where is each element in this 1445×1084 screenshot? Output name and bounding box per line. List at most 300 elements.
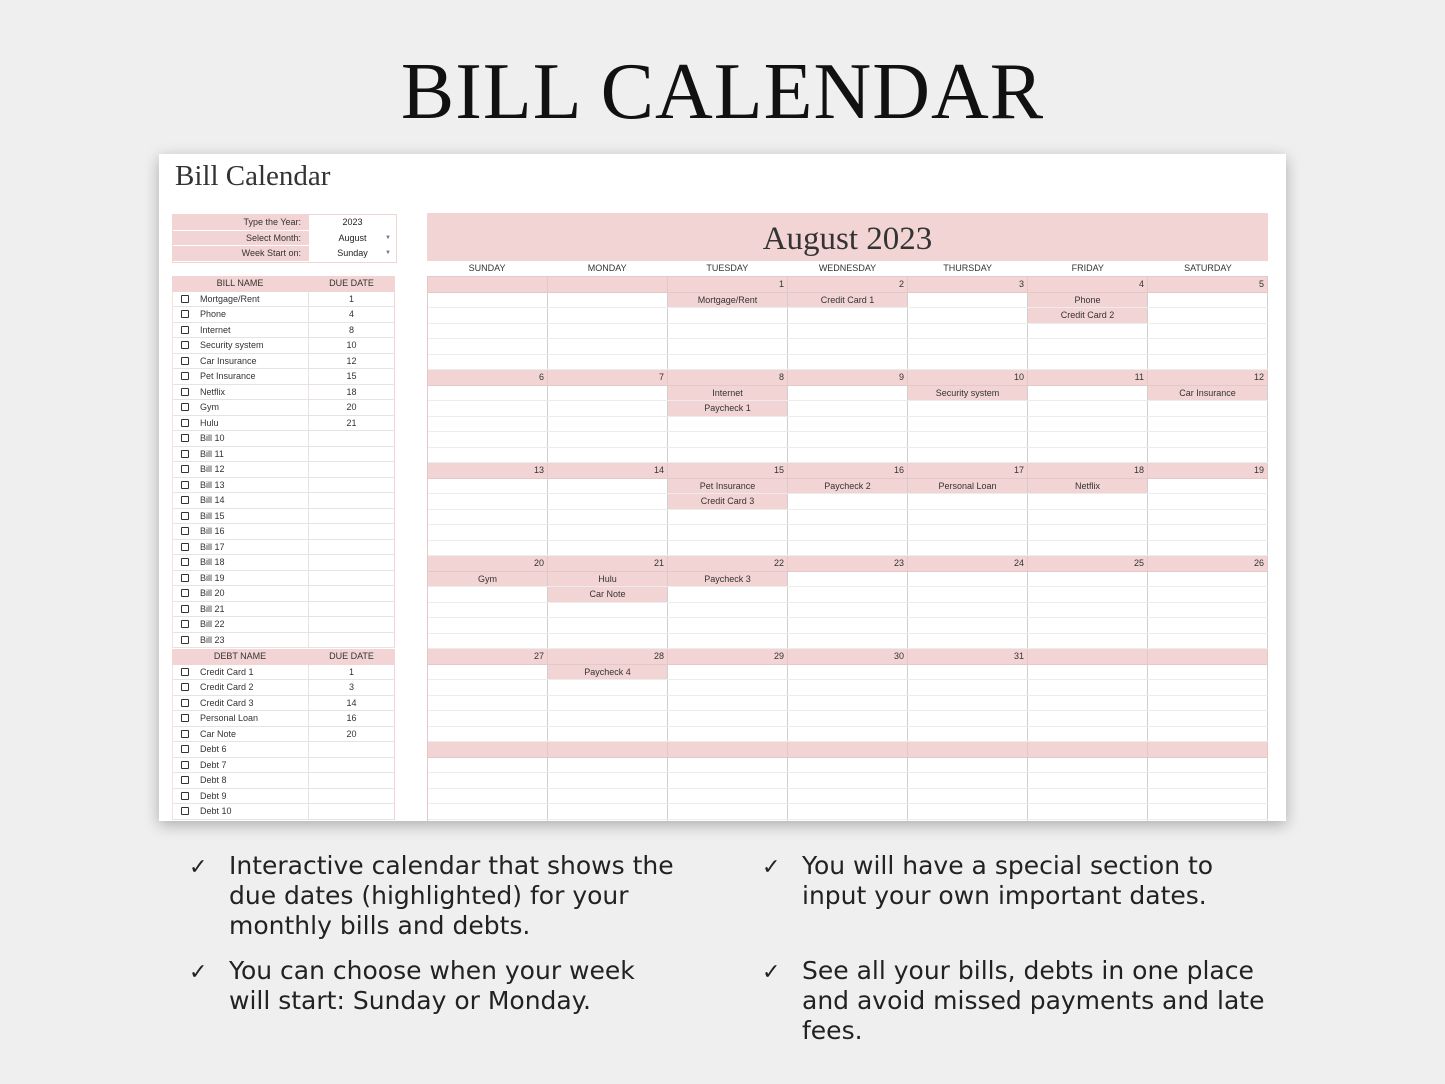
checkbox[interactable] (173, 571, 197, 586)
event-cell[interactable]: Security system (908, 386, 1028, 401)
event-cell[interactable]: Internet (668, 386, 788, 401)
event-cell[interactable] (1028, 618, 1148, 633)
checkbox-box-icon[interactable] (181, 419, 189, 427)
event-cell[interactable] (548, 401, 668, 416)
event-cell[interactable] (1148, 432, 1268, 447)
checkbox-box-icon[interactable] (181, 558, 189, 566)
item-name-cell[interactable]: Phone (197, 307, 309, 322)
event-cell[interactable]: Mortgage/Rent (668, 293, 788, 308)
checkbox[interactable] (173, 338, 197, 353)
event-cell[interactable] (1028, 711, 1148, 726)
event-cell[interactable] (548, 355, 668, 370)
event-cell[interactable] (428, 293, 548, 308)
checkbox[interactable] (173, 354, 197, 369)
event-cell[interactable] (788, 308, 908, 323)
event-cell[interactable] (908, 711, 1028, 726)
checkbox-box-icon[interactable] (181, 527, 189, 535)
event-cell[interactable] (668, 820, 788, 822)
checkbox-box-icon[interactable] (181, 295, 189, 303)
event-cell[interactable] (548, 696, 668, 711)
event-cell[interactable]: Car Insurance (1148, 386, 1268, 401)
event-cell[interactable] (428, 494, 548, 509)
event-cell[interactable] (668, 525, 788, 540)
event-cell[interactable] (788, 727, 908, 742)
event-cell[interactable] (788, 603, 908, 618)
event-cell[interactable] (428, 634, 548, 649)
item-due-cell[interactable] (309, 571, 394, 586)
item-name-cell[interactable]: Bill 12 (197, 462, 309, 477)
checkbox[interactable] (173, 292, 197, 307)
event-cell[interactable] (1148, 494, 1268, 509)
item-name-cell[interactable]: Gym (197, 400, 309, 415)
event-cell[interactable]: Paycheck 3 (668, 572, 788, 587)
event-cell[interactable] (548, 789, 668, 804)
event-cell[interactable] (428, 355, 548, 370)
event-cell[interactable] (1148, 324, 1268, 339)
event-cell[interactable] (668, 417, 788, 432)
event-cell[interactable] (1148, 603, 1268, 618)
event-cell[interactable]: Credit Card 2 (1028, 308, 1148, 323)
event-cell[interactable] (908, 680, 1028, 695)
checkbox-box-icon[interactable] (181, 761, 189, 769)
checkbox-box-icon[interactable] (181, 714, 189, 722)
event-cell[interactable] (428, 479, 548, 494)
checkbox[interactable] (173, 462, 197, 477)
event-cell[interactable] (908, 572, 1028, 587)
event-cell[interactable] (428, 510, 548, 525)
item-due-cell[interactable] (309, 789, 394, 804)
item-due-cell[interactable]: 18 (346, 386, 357, 397)
event-cell[interactable] (1148, 618, 1268, 633)
event-cell[interactable]: Netflix (1028, 479, 1148, 494)
checkbox-box-icon[interactable] (181, 434, 189, 442)
item-due-cell[interactable]: 8 (348, 324, 354, 335)
event-cell[interactable] (1148, 773, 1268, 788)
setting-input[interactable] (309, 215, 396, 230)
checkbox[interactable] (173, 711, 197, 726)
item-due-cell[interactable] (309, 773, 394, 788)
event-cell[interactable] (1028, 820, 1148, 822)
event-cell[interactable] (548, 479, 668, 494)
event-cell[interactable] (668, 324, 788, 339)
event-cell[interactable] (548, 758, 668, 773)
event-cell[interactable] (1148, 572, 1268, 587)
checkbox-box-icon[interactable] (181, 745, 189, 753)
event-cell[interactable] (788, 804, 908, 819)
checkbox-box-icon[interactable] (181, 683, 189, 691)
setting-dropdown[interactable] (309, 231, 396, 246)
event-cell[interactable] (668, 758, 788, 773)
item-due-cell[interactable]: 10 (346, 340, 357, 350)
item-due-cell[interactable]: 1 (348, 293, 354, 304)
event-cell[interactable]: Gym (428, 572, 548, 587)
event-cell[interactable] (1028, 525, 1148, 540)
event-cell[interactable] (668, 510, 788, 525)
item-name-cell[interactable]: Bill 17 (197, 540, 309, 555)
event-cell[interactable] (908, 355, 1028, 370)
item-due-cell[interactable] (309, 742, 394, 757)
event-cell[interactable] (548, 773, 668, 788)
item-due-cell[interactable] (309, 633, 394, 648)
event-cell[interactable] (908, 448, 1028, 463)
event-cell[interactable] (1028, 634, 1148, 649)
event-cell[interactable] (668, 448, 788, 463)
checkbox[interactable] (173, 431, 197, 446)
checkbox-box-icon[interactable] (181, 341, 189, 349)
event-cell[interactable] (908, 820, 1028, 822)
checkbox[interactable] (173, 742, 197, 757)
checkbox-box-icon[interactable] (181, 730, 189, 738)
event-cell[interactable] (548, 417, 668, 432)
event-cell[interactable] (548, 618, 668, 633)
event-cell[interactable]: Credit Card 1 (788, 293, 908, 308)
event-cell[interactable] (668, 339, 788, 354)
event-cell[interactable] (1028, 494, 1148, 509)
checkbox[interactable] (173, 524, 197, 539)
event-cell[interactable] (548, 308, 668, 323)
event-cell[interactable] (1148, 417, 1268, 432)
event-cell[interactable] (668, 634, 788, 649)
event-cell[interactable] (428, 789, 548, 804)
checkbox-box-icon[interactable] (181, 807, 189, 815)
checkbox[interactable] (173, 680, 197, 695)
event-cell[interactable] (548, 324, 668, 339)
event-cell[interactable]: Personal Loan (908, 479, 1028, 494)
event-cell[interactable] (788, 773, 908, 788)
item-name-cell[interactable]: Debt 8 (197, 773, 309, 788)
checkbox-box-icon[interactable] (181, 403, 189, 411)
item-name-cell[interactable]: Bill 13 (197, 478, 309, 493)
item-name-cell[interactable]: Bill 23 (197, 633, 309, 648)
checkbox-box-icon[interactable] (181, 792, 189, 800)
event-cell[interactable] (1028, 727, 1148, 742)
event-cell[interactable] (1148, 525, 1268, 540)
event-cell[interactable] (428, 680, 548, 695)
event-cell[interactable] (908, 541, 1028, 556)
item-due-cell[interactable] (309, 555, 394, 570)
event-cell[interactable] (1028, 324, 1148, 339)
checkbox-box-icon[interactable] (181, 605, 189, 613)
event-cell[interactable] (548, 727, 668, 742)
event-cell[interactable] (1028, 789, 1148, 804)
item-due-cell[interactable]: 3 (348, 682, 354, 692)
item-due-cell[interactable]: 20 (346, 402, 357, 412)
checkbox[interactable] (173, 773, 197, 788)
event-cell[interactable] (548, 634, 668, 649)
checkbox[interactable] (173, 789, 197, 804)
event-cell[interactable] (428, 308, 548, 323)
checkbox-box-icon[interactable] (181, 465, 189, 473)
item-due-cell[interactable] (309, 804, 394, 819)
event-cell[interactable] (428, 339, 548, 354)
event-cell[interactable] (788, 525, 908, 540)
event-cell[interactable] (548, 804, 668, 819)
checkbox-box-icon[interactable] (181, 450, 189, 458)
event-cell[interactable] (788, 587, 908, 602)
checkbox-box-icon[interactable] (181, 589, 189, 597)
event-cell[interactable] (908, 525, 1028, 540)
event-cell[interactable] (548, 339, 668, 354)
item-name-cell[interactable]: Security system (197, 338, 309, 353)
event-cell[interactable] (908, 293, 1028, 308)
item-due-cell[interactable]: 21 (346, 417, 357, 428)
event-cell[interactable] (1148, 541, 1268, 556)
checkbox[interactable] (173, 665, 197, 680)
item-name-cell[interactable]: Debt 6 (197, 742, 309, 757)
event-cell[interactable] (908, 324, 1028, 339)
event-cell[interactable] (1028, 339, 1148, 354)
checkbox[interactable] (173, 478, 197, 493)
checkbox-box-icon[interactable] (181, 574, 189, 582)
event-cell[interactable] (908, 618, 1028, 633)
event-cell[interactable] (428, 541, 548, 556)
item-name-cell[interactable]: Mortgage/Rent (197, 292, 309, 307)
item-name-cell[interactable]: Personal Loan (197, 711, 309, 726)
checkbox[interactable] (173, 447, 197, 462)
event-cell[interactable] (1148, 804, 1268, 819)
checkbox[interactable] (173, 602, 197, 617)
item-name-cell[interactable]: Credit Card 2 (197, 680, 309, 695)
checkbox[interactable] (173, 509, 197, 524)
checkbox-box-icon[interactable] (181, 357, 189, 365)
event-cell[interactable] (548, 448, 668, 463)
item-due-cell[interactable]: 14 (346, 697, 357, 708)
event-cell[interactable]: Paycheck 2 (788, 479, 908, 494)
item-due-cell[interactable] (309, 602, 394, 617)
event-cell[interactable] (1148, 665, 1268, 680)
event-cell[interactable] (668, 308, 788, 323)
event-cell[interactable] (1148, 696, 1268, 711)
event-cell[interactable] (1028, 386, 1148, 401)
event-cell[interactable] (908, 339, 1028, 354)
event-cell[interactable] (788, 355, 908, 370)
item-due-cell[interactable] (309, 540, 394, 555)
event-cell[interactable] (1148, 680, 1268, 695)
event-cell[interactable] (1148, 308, 1268, 323)
event-cell[interactable] (1028, 541, 1148, 556)
event-cell[interactable] (548, 494, 668, 509)
event-cell[interactable] (1028, 417, 1148, 432)
event-cell[interactable] (668, 432, 788, 447)
event-cell[interactable] (1028, 603, 1148, 618)
event-cell[interactable] (668, 587, 788, 602)
item-due-cell[interactable] (309, 524, 394, 539)
event-cell[interactable] (668, 680, 788, 695)
event-cell[interactable] (1148, 758, 1268, 773)
event-cell[interactable] (1148, 293, 1268, 308)
item-name-cell[interactable]: Bill 16 (197, 524, 309, 539)
event-cell[interactable] (428, 401, 548, 416)
event-cell[interactable] (788, 324, 908, 339)
event-cell[interactable] (1028, 665, 1148, 680)
event-cell[interactable] (668, 603, 788, 618)
event-cell[interactable] (1148, 587, 1268, 602)
event-cell[interactable]: Credit Card 3 (668, 494, 788, 509)
item-due-cell[interactable]: 16 (346, 713, 357, 723)
event-cell[interactable] (428, 324, 548, 339)
event-cell[interactable] (668, 773, 788, 788)
checkbox[interactable] (173, 416, 197, 431)
checkbox[interactable] (173, 555, 197, 570)
event-cell[interactable] (788, 820, 908, 822)
checkbox[interactable] (173, 804, 197, 819)
event-cell[interactable] (1028, 758, 1148, 773)
event-cell[interactable] (1028, 587, 1148, 602)
item-name-cell[interactable]: Internet (197, 323, 309, 338)
checkbox-box-icon[interactable] (181, 776, 189, 784)
event-cell[interactable] (548, 820, 668, 822)
checkbox[interactable] (173, 307, 197, 322)
item-due-cell[interactable] (309, 462, 394, 477)
event-cell[interactable] (428, 525, 548, 540)
item-name-cell[interactable]: Credit Card 1 (197, 665, 309, 680)
event-cell[interactable] (788, 711, 908, 726)
event-cell[interactable] (788, 510, 908, 525)
item-name-cell[interactable]: Debt 9 (197, 789, 309, 804)
event-cell[interactable] (1028, 773, 1148, 788)
event-cell[interactable] (1028, 401, 1148, 416)
item-due-cell[interactable] (309, 617, 394, 632)
event-cell[interactable] (1028, 448, 1148, 463)
event-cell[interactable] (428, 417, 548, 432)
checkbox-box-icon[interactable] (181, 543, 189, 551)
event-cell[interactable]: Car Note (548, 587, 668, 602)
event-cell[interactable] (788, 339, 908, 354)
checkbox[interactable] (173, 493, 197, 508)
event-cell[interactable] (1028, 696, 1148, 711)
event-cell[interactable] (1028, 572, 1148, 587)
event-cell[interactable] (548, 293, 668, 308)
event-cell[interactable] (908, 401, 1028, 416)
event-cell[interactable] (908, 696, 1028, 711)
item-name-cell[interactable]: Bill 21 (197, 602, 309, 617)
event-cell[interactable] (788, 618, 908, 633)
event-cell[interactable] (788, 401, 908, 416)
event-cell[interactable]: Paycheck 4 (548, 665, 668, 680)
event-cell[interactable] (428, 820, 548, 822)
dropdown-caret-icon[interactable]: ▼ (385, 234, 391, 241)
item-name-cell[interactable]: Debt 7 (197, 758, 309, 773)
event-cell[interactable] (428, 618, 548, 633)
event-cell[interactable] (428, 448, 548, 463)
checkbox-box-icon[interactable] (181, 326, 189, 334)
checkbox-box-icon[interactable] (181, 310, 189, 318)
event-cell[interactable] (548, 525, 668, 540)
event-cell[interactable] (668, 541, 788, 556)
item-due-cell[interactable] (309, 431, 394, 446)
item-due-cell[interactable]: 1 (348, 666, 354, 677)
event-cell[interactable] (908, 587, 1028, 602)
item-name-cell[interactable]: Netflix (197, 385, 309, 400)
event-cell[interactable] (908, 665, 1028, 680)
event-cell[interactable] (1028, 355, 1148, 370)
event-cell[interactable] (788, 386, 908, 401)
event-cell[interactable] (788, 696, 908, 711)
item-name-cell[interactable]: Car Insurance (197, 354, 309, 369)
item-name-cell[interactable]: Hulu (197, 416, 309, 431)
item-name-cell[interactable]: Bill 14 (197, 493, 309, 508)
event-cell[interactable] (1148, 634, 1268, 649)
checkbox[interactable] (173, 385, 197, 400)
item-due-cell[interactable] (309, 493, 394, 508)
item-name-cell[interactable]: Credit Card 3 (197, 696, 309, 711)
event-cell[interactable] (1148, 727, 1268, 742)
event-cell[interactable] (788, 541, 908, 556)
event-cell[interactable] (428, 432, 548, 447)
event-cell[interactable] (668, 711, 788, 726)
event-cell[interactable] (668, 355, 788, 370)
event-cell[interactable] (548, 386, 668, 401)
event-cell[interactable] (428, 758, 548, 773)
setting-dropdown[interactable] (309, 246, 396, 261)
event-cell[interactable] (548, 711, 668, 726)
event-cell[interactable] (908, 432, 1028, 447)
checkbox-box-icon[interactable] (181, 512, 189, 520)
event-cell[interactable] (428, 603, 548, 618)
event-cell[interactable] (908, 758, 1028, 773)
checkbox[interactable] (173, 586, 197, 601)
event-cell[interactable] (668, 727, 788, 742)
event-cell[interactable] (1148, 479, 1268, 494)
event-cell[interactable] (668, 665, 788, 680)
checkbox[interactable] (173, 727, 197, 742)
event-cell[interactable] (788, 665, 908, 680)
checkbox-box-icon[interactable] (181, 620, 189, 628)
checkbox-box-icon[interactable] (181, 496, 189, 504)
event-cell[interactable] (1148, 510, 1268, 525)
event-cell[interactable] (428, 587, 548, 602)
event-cell[interactable] (548, 680, 668, 695)
event-cell[interactable]: Hulu (548, 572, 668, 587)
event-cell[interactable] (428, 696, 548, 711)
event-cell[interactable]: Phone (1028, 293, 1148, 308)
event-cell[interactable] (548, 541, 668, 556)
event-cell[interactable] (788, 789, 908, 804)
event-cell[interactable] (908, 789, 1028, 804)
dropdown-caret-icon[interactable]: ▼ (385, 250, 391, 256)
event-cell[interactable] (908, 417, 1028, 432)
event-cell[interactable] (428, 804, 548, 819)
item-due-cell[interactable]: 12 (346, 355, 357, 366)
checkbox-box-icon[interactable] (181, 388, 189, 396)
item-name-cell[interactable]: Bill 19 (197, 571, 309, 586)
checkbox[interactable] (173, 617, 197, 632)
item-due-cell[interactable]: 4 (348, 309, 354, 319)
event-cell[interactable] (428, 711, 548, 726)
event-cell[interactable] (1028, 804, 1148, 819)
event-cell[interactable] (548, 510, 668, 525)
item-due-cell[interactable]: 15 (346, 371, 357, 381)
checkbox[interactable] (173, 369, 197, 384)
event-cell[interactable] (1028, 432, 1148, 447)
item-name-cell[interactable]: Bill 22 (197, 617, 309, 632)
checkbox-box-icon[interactable] (181, 481, 189, 489)
event-cell[interactable] (908, 804, 1028, 819)
event-cell[interactable] (428, 727, 548, 742)
event-cell[interactable] (908, 634, 1028, 649)
checkbox[interactable] (173, 400, 197, 415)
event-cell[interactable] (668, 789, 788, 804)
event-cell[interactable] (908, 308, 1028, 323)
event-cell[interactable] (1148, 448, 1268, 463)
item-due-cell[interactable] (309, 509, 394, 524)
item-name-cell[interactable]: Car Note (197, 727, 309, 742)
event-cell[interactable] (428, 773, 548, 788)
event-cell[interactable] (908, 510, 1028, 525)
event-cell[interactable] (428, 386, 548, 401)
event-cell[interactable] (1028, 510, 1148, 525)
event-cell[interactable] (788, 572, 908, 587)
